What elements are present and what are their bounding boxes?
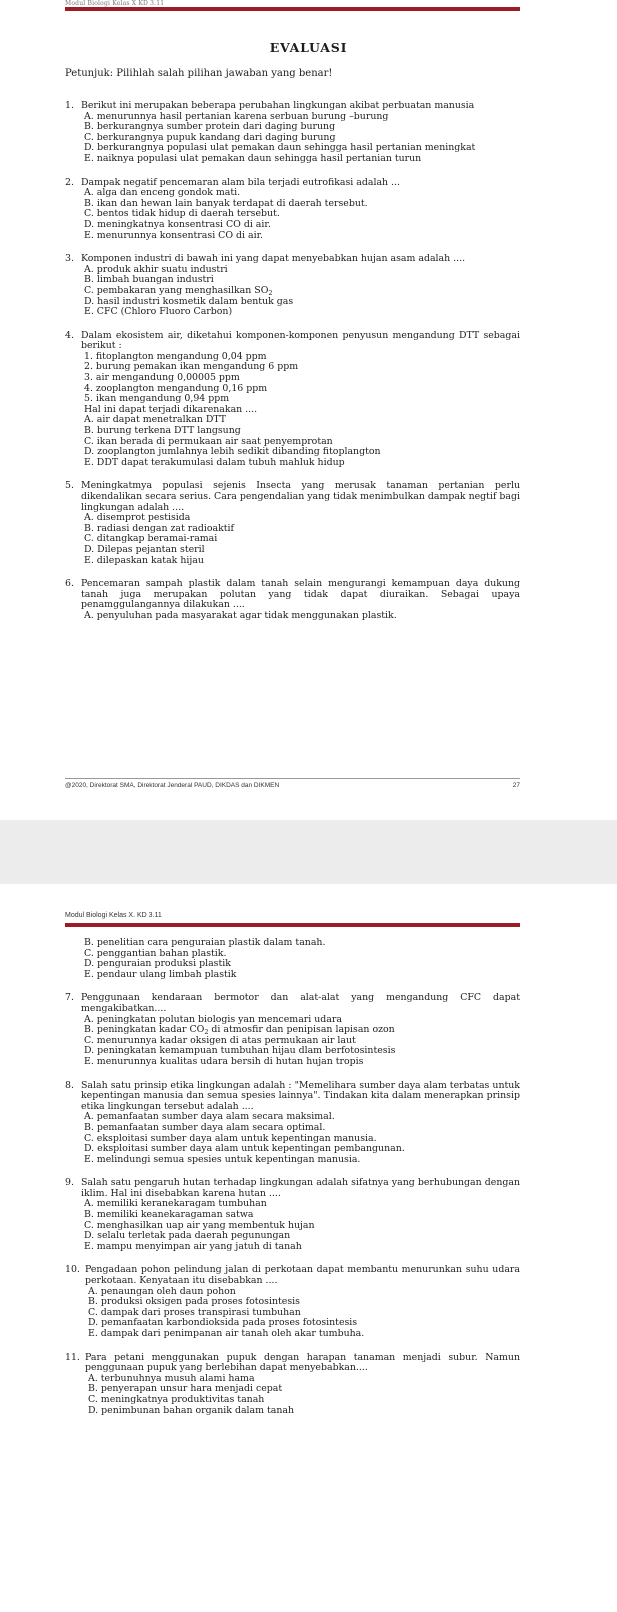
question-stem: Salah satu prinsip etika lingkungan adalah : "Memelihara sumber daya alam terbatas untuk kepentingan manusia dan semua spesies lainnya". Tindakan kita dalam menerapkan prinsip etika lingkungan tersebut adalah .... [81, 1079, 520, 1112]
question-3 [65, 254, 520, 318]
option-e[interactable]: E. naiknya populasi ulat pemakan daun sehingga hasil pertanian turun [84, 152, 422, 164]
statement-2: 2. burung pemakan ikan mengandung 6 ppm [84, 361, 299, 373]
question-stem: Komponen industri di bawah ini yang dapat menyebabkan hujan asam adalah .... [81, 253, 466, 265]
option-a[interactable]: A. air dapat menetralkan DTT [84, 414, 227, 426]
question-number: 3. [65, 253, 74, 265]
statement-4: 4. zooplangton mengandung 0,16 ppm [84, 382, 268, 394]
option-b[interactable]: B. radiasi dengan zat radioaktif [84, 522, 234, 534]
option-e[interactable]: E. mampu menyimpan air yang jatuh di tanah [84, 1240, 302, 1252]
option-a[interactable]: A. penaungan oleh daun pohon [88, 1285, 236, 1297]
option-d[interactable]: D. hasil industri kosmetik dalam bentuk gas [84, 295, 294, 307]
option-c[interactable]: C. bentos tidak hidup di daerah tersebut. [84, 208, 280, 220]
question-7 [65, 993, 520, 1067]
footer-rule [65, 778, 520, 779]
question-4 [65, 331, 520, 469]
option-e[interactable]: E. menurunnya kualitas udara bersih di hutan hujan tropis [84, 1055, 364, 1067]
option-b-text-end: di atmosfir dan penipisan lapisan ozon [208, 1024, 395, 1036]
option-c[interactable]: C. penggantian bahan plastik. [84, 947, 227, 959]
option-c[interactable] [81, 286, 520, 297]
subscript: 2 [268, 288, 273, 297]
page-number: 27 [512, 782, 520, 789]
option-e[interactable]: E. dampak dari penimpanan air tanah oleh akar tumbuha. [88, 1328, 365, 1339]
option-a[interactable]: A. disemprot pestisida [84, 512, 191, 524]
instruction: Petunjuk: Pilihlah salah pilihan jawaban yang benar! [65, 68, 333, 79]
option-e[interactable]: E. melindungi semua spesies untuk kepentingan manusia. [84, 1153, 361, 1165]
option-a[interactable]: A. alga dan enceng gondok mati. [84, 187, 241, 199]
question-number: 6. [65, 578, 74, 590]
question-stem: Pencemaran sampah plastik dalam tanah selain mengurangi kemampuan daya dukung tanah juga merupakan polutan yang tidak dapat diuraikan. Sebagai upaya penamggulangannya dilakukan .... [81, 578, 520, 611]
option-b[interactable]: B. penyerapan unsur hara menjadi cepat [88, 1383, 283, 1395]
option-a[interactable]: A. penyuluhan pada masyarakat agar tidak menggunakan plastik. [84, 609, 397, 621]
option-c[interactable]: C. berkurangnya pupuk kandang dari daging burung [84, 131, 336, 143]
question-lead: Hal ini dapat terjadi dikarenakan .... [84, 403, 258, 415]
question-2 [65, 178, 520, 242]
page-footer [65, 782, 520, 789]
question-9 [65, 1178, 520, 1252]
question-number: 9. [65, 1177, 74, 1189]
option-b[interactable]: B. limbah buangan industri [84, 274, 214, 286]
question-stem: Dalam ekosistem air, diketahui komponen-komponen penyusun mengandung DTT sebagai berikut : [81, 329, 520, 352]
copyright-text: @2020, Direktorat SMA, Direktorat Jenderal PAUD, DIKDAS dan DIKMEN [65, 782, 280, 789]
option-e[interactable]: E. dilepaskan katak hijau [84, 554, 204, 566]
question-number: 8. [65, 1079, 74, 1091]
question-stem: Meningkatmya populasi sejenis Insecta yang merusak tanaman pertanian perlu dikendalikan secara serius. Cara pengendalian yang tidak menimbulkan dampak negtif bagi lingkungan adalah .... [81, 480, 520, 513]
statement-3: 3. air mengandung 0,00005 ppm [84, 372, 240, 384]
question-stem: Pengadaan pohon pelindung jalan di perkotaan dapat membantu menurunkan suhu udara perkotaan. Kenyataan itu disebabkan .... [85, 1264, 520, 1287]
option-c[interactable]: C. dampak dari proses transpirasi tumbuhan [88, 1306, 301, 1318]
question-10 [65, 1265, 520, 1339]
option-d[interactable]: D. Dilepas pejantan steril [84, 543, 205, 555]
header-rule [65, 923, 520, 927]
option-b[interactable]: B. produksi oksigen pada proses fotosintesis [88, 1296, 300, 1308]
option-a[interactable]: A. peningkatan polutan biologis yan mencemari udara [84, 1013, 342, 1025]
option-d[interactable]: D. penimbunan bahan organik dalam tanah [88, 1404, 295, 1416]
option-d[interactable]: D. meningkatnya konsentrasi CO di air. [84, 218, 271, 230]
option-b[interactable]: B. penelitian cara penguraian plastik dalam tanah. [84, 937, 326, 948]
page-title: EVALUASI [269, 40, 348, 55]
question-8 [65, 1081, 520, 1166]
option-d[interactable]: D. eksploitasi sumber daya alam untuk kepentingan pembangunan. [84, 1143, 405, 1155]
option-d[interactable]: D. selalu terletak pada daerah pegunungan [84, 1230, 291, 1242]
option-b-text: B. peningkatan kadar CO [84, 1024, 205, 1036]
option-d[interactable]: D. peningkatan kemampuan tumbuhan hijau dlam berfotosintesis [84, 1045, 396, 1057]
option-e[interactable]: E. menurunnya konsentrasi CO di air. [84, 229, 264, 241]
option-b[interactable]: B. berkurangnya sumber protein dari daging burung [84, 121, 336, 133]
question-number: 1. [65, 100, 74, 111]
option-a[interactable]: A. memiliki keranekaragam tumbuhan [84, 1198, 267, 1210]
question-number: 2. [65, 176, 74, 188]
question-5 [65, 481, 520, 566]
option-d[interactable]: D. penguraian produksi plastik [84, 958, 231, 970]
option-a[interactable]: A. menurunnya hasil pertanian karena serbuan burung –burung [84, 110, 389, 122]
running-header: Modul Biologi Kelas X KD 3.11 [65, 0, 165, 7]
option-e[interactable]: E. CFC (Chloro Fluoro Carbon) [84, 306, 233, 318]
option-d[interactable]: D. zooplangton jumlahnya lebih sedikit dibanding fitoplangton [84, 446, 381, 458]
option-c[interactable]: C. eksploitasi sumber daya alam untuk kepentingan manusia. [84, 1132, 377, 1144]
running-header: Modul Biologi Kelas X. KD 3.11 [65, 912, 162, 919]
option-c[interactable]: C. menghasilkan uap air yang membentuk hujan [84, 1219, 315, 1231]
question-6-continued [65, 938, 520, 980]
option-c[interactable]: C. ditangkap beramai-ramai [84, 533, 218, 545]
question-stem: Salah satu pengaruh hutan terhadap lingkungan adalah sifatnya yang berhubungan dengan iklim. Hal ini disebabkan karena hutan .... [81, 1177, 520, 1199]
option-e[interactable]: E. pendaur ulang limbah plastik [84, 968, 237, 980]
statement-5: 5. ikan mengandung 0,94 ppm [84, 393, 230, 405]
question-list [65, 101, 520, 635]
option-e[interactable]: E. DDT dapat terakumulasi dalam tubuh mahluk hidup [84, 456, 345, 468]
statement-1: 1. fitoplangton mengandung 0,04 ppm [84, 350, 267, 362]
option-c-text: C. pembakaran yang menghasilkan SO [84, 284, 269, 296]
option-b[interactable]: B. memiliki keanekaragaman satwa [84, 1209, 254, 1221]
option-a[interactable]: A. terbunuhnya musuh alami hama [88, 1372, 255, 1384]
question-11 [65, 1353, 520, 1417]
option-b[interactable]: B. ikan dan hewan lain banyak terdapat di daerah tersebut. [84, 197, 368, 209]
option-a[interactable]: A. produk akhir suatu industri [84, 263, 228, 275]
page-gap [0, 820, 617, 884]
option-a[interactable]: A. pemanfaatan sumber daya alam secara maksimal. [84, 1111, 335, 1123]
question-stem: Penggunaan kendaraan bermotor dan alat-alat yang mengandung CFC dapat mengakibatkan.... [81, 992, 520, 1014]
header-rule [65, 7, 520, 11]
option-b[interactable]: B. pemanfaatan sumber daya alam secara optimal. [84, 1121, 326, 1133]
question-1 [65, 101, 520, 165]
option-b[interactable]: B. burung terkena DTT langsung [84, 425, 241, 437]
option-c[interactable]: C. menurunnya kadar oksigen di atas permukaan air laut [84, 1034, 356, 1046]
question-number: 7. [65, 992, 74, 1004]
option-d[interactable]: D. pemanfaatan karbondioksida pada proses fotosintesis [88, 1317, 358, 1329]
option-d[interactable]: D. berkurangnya populasi ulat pemakan daun sehingga hasil pertanian meningkat [84, 142, 476, 154]
subscript: 2 [204, 1028, 209, 1037]
option-c[interactable]: C. ikan berada di permukaan air saat penyemprotan [84, 435, 333, 447]
question-6 [65, 579, 520, 621]
page-28 [0, 884, 617, 1612]
question-number: 5. [65, 480, 74, 492]
question-stem: Dampak negatif pencemaran alam bila terjadi eutrofikasi adalah ... [81, 176, 400, 188]
question-stem: Para petani menggunakan pupuk dengan harapan tanaman menjadi subur. Namun penggunaan pupuk yang berlebihan dapat menyebabkan.... [85, 1351, 520, 1374]
option-c[interactable]: C. meningkatnya produktivitas tanah [88, 1393, 265, 1405]
question-stem: Berikut ini merupakan beberapa perubahan lingkungan akibat perbuatan manusia [81, 100, 475, 111]
question-number: 11. [65, 1351, 80, 1363]
question-number: 4. [65, 329, 74, 341]
question-list [65, 938, 520, 1429]
question-number: 10. [65, 1264, 80, 1276]
